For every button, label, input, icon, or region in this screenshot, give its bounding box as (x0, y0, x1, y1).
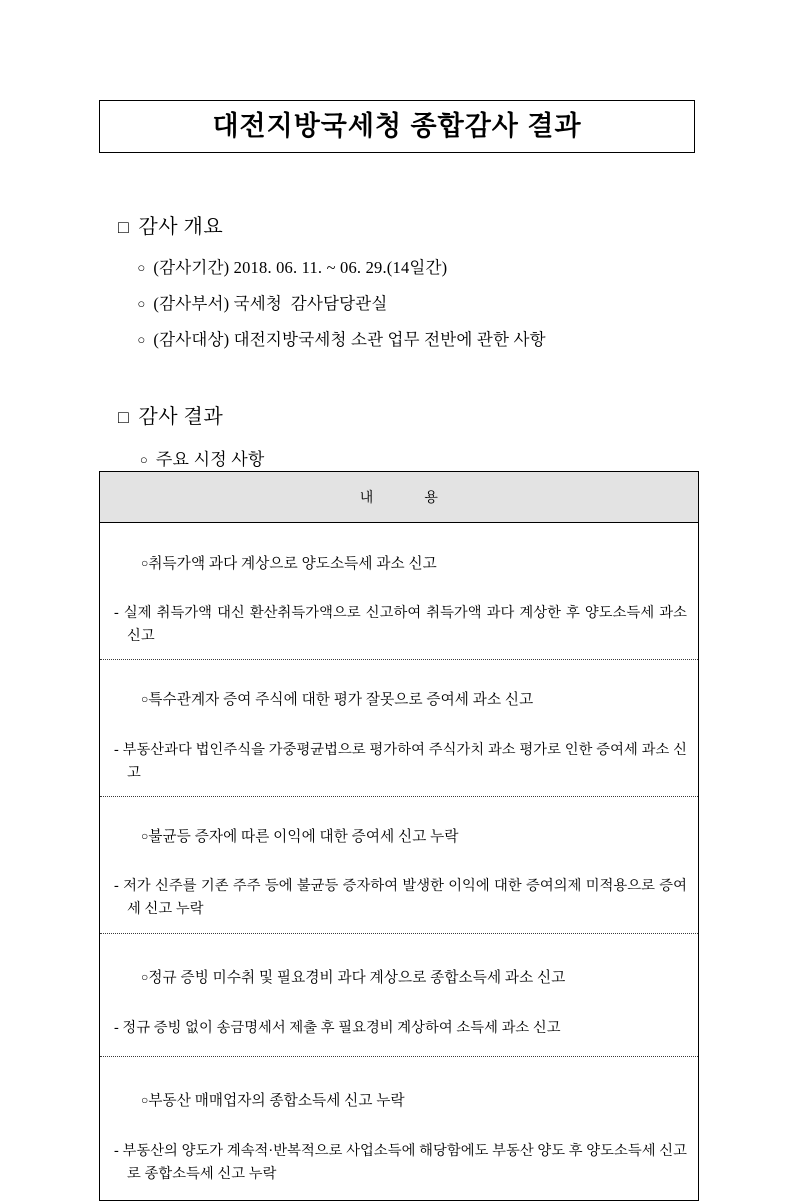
circle-bullet-icon: ○ (137, 331, 146, 347)
overview-item-department-label: (감사부서) 국세청 감사담당관실 (153, 293, 388, 313)
circle-bullet-icon: ○ (141, 555, 149, 570)
table-row (100, 934, 698, 1056)
document-title-box (99, 100, 695, 153)
circle-bullet-icon: ○ (137, 259, 146, 275)
circle-bullet-icon: ○ (141, 1093, 149, 1108)
square-bullet-icon: □ (118, 407, 130, 427)
table-row (100, 523, 698, 660)
finding-detail: - 실제 취득가액 대신 환산취득가액으로 신고하여 취득가액 과다 계상한 후 양도소득세 과소 신고 (114, 605, 687, 645)
page-title: 대전지방국세청 종합감사 결과 (212, 111, 582, 141)
circle-bullet-icon: ○ (137, 295, 146, 311)
finding-detail: - 정규 증빙 없이 송금명세서 제출 후 필요경비 계상하여 소득세 과소 신고 (114, 1019, 561, 1036)
findings-table (99, 471, 699, 1201)
overview-item-period-label: (감사기간) 2018. 06. 11. ~ 06. 29.(14일간) (153, 257, 448, 277)
finding-title-label: 불균등 증자에 따른 이익에 대한 증여세 신고 누락 (148, 828, 459, 845)
finding-title-label: 특수관계자 증여 주식에 대한 평가 잘못으로 증여세 과소 신고 (148, 692, 534, 709)
finding-detail: - 저가 신주를 기존 주주 등에 불균등 증자하여 발생한 이익에 대한 증여의제 미적용으로 증여세 신고 누락 (114, 878, 687, 918)
section-heading-overview-label: 감사 개요 (138, 216, 224, 238)
overview-item-target (120, 315, 546, 365)
finding-title-label: 취득가액 과다 계상으로 양도소득세 과소 신고 (148, 555, 437, 572)
square-bullet-icon: □ (118, 217, 130, 237)
finding-detail: - 부동산의 양도가 계속적·반복적으로 사업소득에 해당함에도 부동산 양도 후 양도소득세 신고로 종합소득세 신고 누락 (114, 1142, 687, 1183)
finding-title-label: 정규 증빙 미수취 및 필요경비 과다 계상으로 종합소득세 과소 신고 (148, 970, 566, 987)
finding-title-label: 부동산 매매업자의 종합소득세 신고 누락 (148, 1093, 405, 1110)
table-column-header-content: 내 용 (359, 491, 439, 506)
table-row (100, 660, 698, 796)
circle-bullet-icon: ○ (141, 692, 149, 707)
finding-title (109, 1071, 689, 1133)
circle-bullet-icon: ○ (139, 452, 148, 467)
finding-title (109, 533, 689, 595)
finding-detail: - 부동산과다 법인주식을 가중평균법으로 평가하여 주식가치 과소 평가로 인한 증여세 과소 신고 (114, 741, 687, 781)
table-row (100, 1057, 698, 1200)
section-heading-result-label: 감사 결과 (138, 406, 224, 428)
table-header-row (100, 472, 698, 523)
finding-title (109, 806, 689, 868)
finding-title (109, 669, 689, 731)
finding-title (109, 947, 689, 1009)
result-item-main-label: 주요 시정 사항 (155, 450, 265, 469)
overview-item-target-label: (감사대상) 대전지방국세청 소관 업무 전반에 관한 사항 (153, 329, 546, 349)
table-row (100, 797, 698, 934)
circle-bullet-icon: ○ (141, 828, 149, 843)
circle-bullet-icon: ○ (141, 970, 149, 985)
